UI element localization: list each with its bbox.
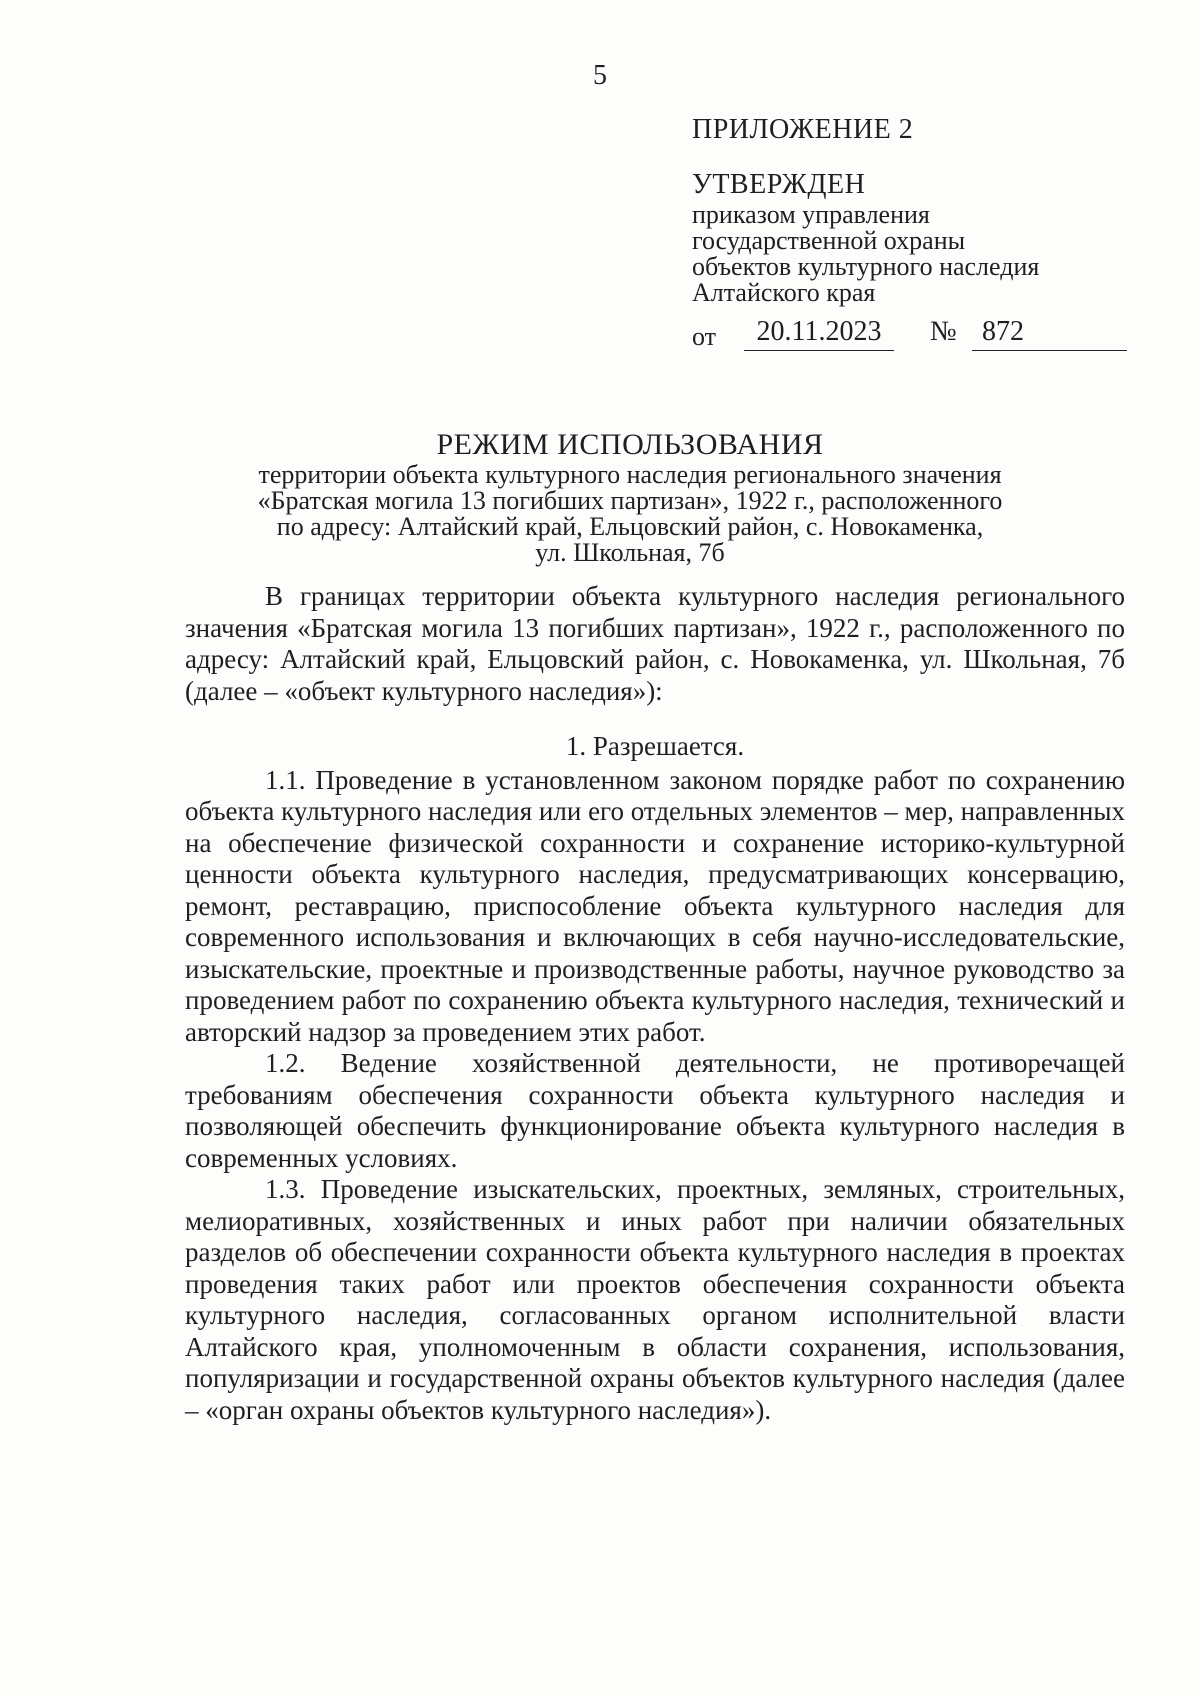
title-sub-line: «Братская могила 13 погибших партизан», 1922 г., расположенного — [257, 486, 1003, 515]
approval-line: Алтайского края — [692, 278, 876, 307]
item-paragraph: 1.2. Ведение хозяйственной деятельности, не противоречащей требованиям обеспечения сохранности объекта культурного наследия и позволяющей обеспечить функционирование объекта культурного наследия в современных условиях. — [185, 1048, 1125, 1173]
from-label: от — [692, 322, 717, 351]
title-sub-line: территории объекта культурного наследия регионального значения — [258, 460, 1002, 489]
number-sign: № — [930, 316, 957, 347]
approval-line: приказом управления — [692, 200, 930, 229]
document-title — [220, 428, 1040, 566]
appendix-block — [692, 112, 1152, 356]
approved-label: УТВЕРЖДЕН — [692, 169, 866, 200]
document-body — [185, 581, 1125, 1426]
intro-paragraph: В границах территории объекта культурного наследия регионального значения «Братская могила 13 погибших партизан», 1922 г., расположенного по адресу: Алтайский край, Ельцовский район, с. Новокаменка, ул. Школьная, 7б (далее – «объект культурного наследия»): — [185, 581, 1125, 706]
title-sub-line: по адресу: Алтайский край, Ельцовский район, с. Новокаменка, — [276, 512, 984, 541]
title-sub-line: ул. Школьная, 7б — [535, 538, 725, 567]
order-number: 872 — [972, 316, 1127, 351]
order-line — [692, 316, 1152, 356]
appendix-title: ПРИЛОЖЕНИЕ 2 — [692, 114, 914, 145]
approval-line: объектов культурного наследия — [692, 252, 1040, 281]
item-paragraph: 1.1. Проведение в установленном законом порядке работ по сохранению объекта культурного наследия или его отдельных элементов – мер, направленных на обеспечение физической сохранности и сохранение историко-культурной ценности объекта культурного наследия, предусматривающих консервацию, ремонт, реставрацию, приспособление объекта культурного наследия для современного использования и включающих в себя научно-исследовательские, изыскательские, проектные и производственные работы, научное руководство за проведением работ по сохранению объекта культурного наследия, технический и авторский надзор за проведением этих работ. — [185, 764, 1125, 1047]
approval-line: государственной охраны — [692, 226, 966, 255]
item-paragraph: 1.3. Проведение изыскательских, проектных, земляных, строительных, мелиоративных, хозяйственных и иных работ при наличии обязательных разделов об обеспечении сохранности объекта культурного наследия в проектах проведения таких работ или проектов обеспечения сохранности объекта культурного наследия, согласованных органом исполнительной власти Алтайского края, уполномоченным в области сохранения, использования, популяризации и государственной охраны объектов культурного наследия (далее – «орган охраны объектов культурного наследия»). — [185, 1174, 1125, 1425]
section-heading: 1. Разрешается. — [565, 731, 745, 761]
title-main: РЕЖИМ ИСПОЛЬЗОВАНИЯ — [436, 428, 824, 461]
approval-lines — [692, 202, 1152, 306]
order-date: 20.11.2023 — [744, 316, 894, 351]
page-number: 5 — [593, 60, 607, 91]
